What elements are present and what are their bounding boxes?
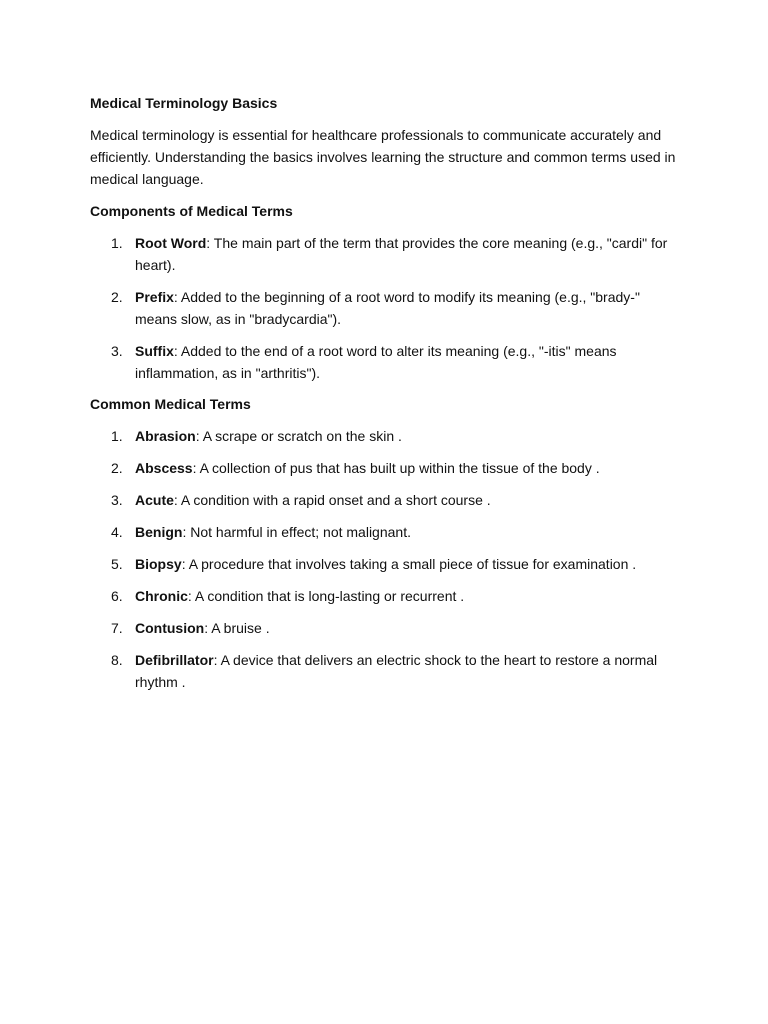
list-item xyxy=(90,649,675,693)
term-definition: : The main part of the term that provides the core meaning (e.g., "cardi" for heart). xyxy=(135,235,668,273)
term-name: Abrasion xyxy=(135,428,196,444)
list-item xyxy=(90,585,675,607)
list-item xyxy=(90,489,675,511)
components-list xyxy=(90,232,768,384)
list-number: 8. xyxy=(111,652,123,668)
term-definition: : A bruise . xyxy=(204,620,270,636)
list-number: 2. xyxy=(111,460,123,476)
term-name: Contusion xyxy=(135,620,205,636)
term-definition: : Added to the beginning of a root word to modify its meaning (e.g., "brady-" means slow, as in "bradycardia"). xyxy=(135,289,640,327)
list-number: 5. xyxy=(111,556,123,572)
term-name: Biopsy xyxy=(135,556,182,572)
term-definition: : A scrape or scratch on the skin . xyxy=(195,428,402,444)
list-item xyxy=(90,617,675,639)
list-number: 3. xyxy=(111,492,123,508)
list-number: 1. xyxy=(111,428,123,444)
list-number: 2. xyxy=(111,289,123,305)
list-number: 3. xyxy=(111,343,123,359)
common-terms-list xyxy=(90,425,768,693)
list-number: 1. xyxy=(111,235,123,251)
term-definition: : A procedure that involves taking a small piece of tissue for examination . xyxy=(181,556,637,572)
list-item xyxy=(90,232,675,276)
term-name: Chronic xyxy=(135,588,188,604)
term-name: Defibrillator xyxy=(135,652,214,668)
term-name: Root Word xyxy=(135,235,207,251)
list-item xyxy=(90,457,675,479)
term-name: Benign xyxy=(135,524,183,540)
list-item xyxy=(90,286,675,330)
term-name: Abscess xyxy=(135,460,193,476)
term-definition: : A condition that is long-lasting or recurrent . xyxy=(187,588,465,604)
list-item xyxy=(90,553,675,575)
list-number: 6. xyxy=(111,588,123,604)
common-terms-heading: Common Medical Terms xyxy=(90,396,251,412)
list-number: 4. xyxy=(111,524,123,540)
document-title: Medical Terminology Basics xyxy=(90,95,278,111)
term-name: Prefix xyxy=(135,289,174,305)
term-definition: : A condition with a rapid onset and a short course . xyxy=(173,492,491,508)
list-item xyxy=(90,521,675,543)
term-name: Acute xyxy=(135,492,174,508)
components-heading: Components of Medical Terms xyxy=(90,203,293,219)
term-definition: : Added to the end of a root word to alter its meaning (e.g., "-itis" means inflammation, as in "arthritis"). xyxy=(135,343,617,381)
term-definition: : A collection of pus that has built up within the tissue of the body . xyxy=(192,460,600,476)
intro-paragraph: Medical terminology is essential for healthcare professionals to communicate accurately and efficiently. Understanding the basics involves learning the structure and common terms used in medical language. xyxy=(90,127,676,187)
list-item xyxy=(90,340,675,384)
list-item xyxy=(90,425,675,447)
term-name: Suffix xyxy=(135,343,174,359)
list-number: 7. xyxy=(111,620,123,636)
term-definition: : A device that delivers an electric shock to the heart to restore a normal rhythm . xyxy=(135,652,658,690)
term-definition: : Not harmful in effect; not malignant. xyxy=(182,524,411,540)
